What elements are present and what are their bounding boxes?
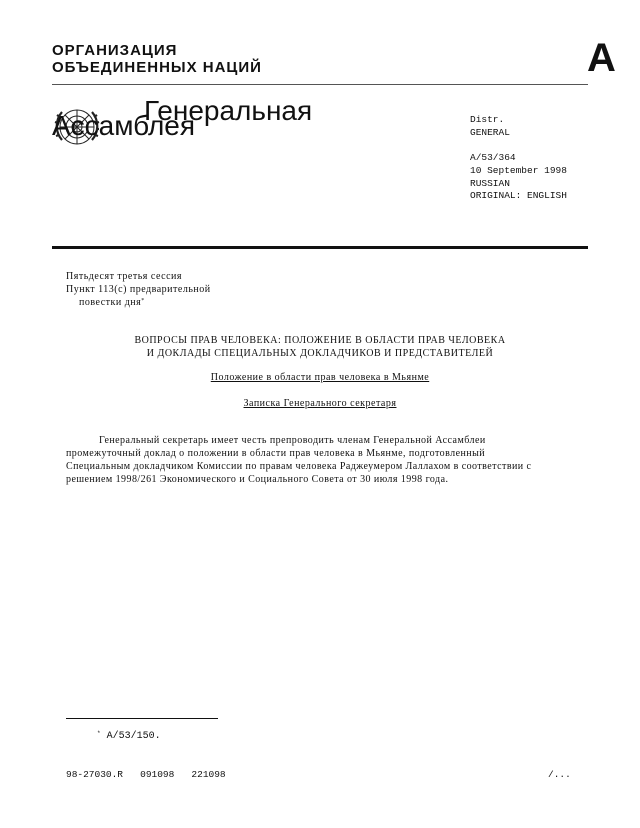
footnote-text: A/53/150. <box>106 731 161 742</box>
session-line-2: Пункт 113(с) предварительной <box>66 284 211 295</box>
general-assembly-title-line1: Генеральная <box>144 95 313 126</box>
series-symbol: A <box>587 36 616 80</box>
job-number: 98-27030.R 091098 221098 <box>66 769 226 780</box>
body-paragraph <box>66 434 571 486</box>
footnote-separator <box>66 718 218 719</box>
session-line-1: Пятьдесят третья сессия <box>66 271 182 282</box>
document-date: 10 September 1998 <box>470 164 567 176</box>
title-line-2: И ДОКЛАДЫ СПЕЦИАЛЬНЫХ ДОКЛАДЧИКОВ И ПРЕДСТАВИТЕЛЕЙ <box>146 348 494 359</box>
session-info <box>66 270 211 309</box>
document-symbol: A/53/364 <box>470 152 516 164</box>
organization-name <box>52 42 262 76</box>
general-assembly-title-line2: Ассамблея <box>52 110 196 141</box>
header-thick-rule <box>52 246 588 249</box>
org-line-2: ОБЪЕДИНЕННЫХ НАЦИЙ <box>52 59 262 76</box>
body-line-1: Генеральный секретарь имеет честь препроводить членам Генеральной Ассамблеи <box>99 435 486 446</box>
body-line-2: промежуточный доклад о положении в области прав человека в Мьянме, подготовленный <box>66 448 486 459</box>
document-title <box>52 334 588 360</box>
org-line-1: ОРГАНИЗАЦИЯ <box>52 42 178 59</box>
subtitle-myanmar: Положение в области прав человека в Мьянме <box>210 372 430 383</box>
body-line-3: Специальным докладчиком Комиссии по правам человека Раджеумером Лаллахом в соответствии с <box>66 461 532 472</box>
header-rule <box>52 84 588 85</box>
session-line-3: повестки дня* <box>79 297 145 308</box>
document-language: RUSSIAN <box>470 177 510 189</box>
subtitle-note: Записка Генерального секретаря <box>243 398 397 409</box>
footnote <box>97 731 161 742</box>
distr-label: Distr. <box>470 114 505 125</box>
footnote-mark: * <box>97 730 101 737</box>
body-line-4: решением 1998/261 Экономического и Социального Совета от 30 июля 1998 года. <box>66 474 449 485</box>
original-language: ORIGINAL: ENGLISH <box>470 190 567 202</box>
footnote-reference: * <box>141 298 145 304</box>
continuation-mark: /... <box>548 769 571 780</box>
distribution-value: GENERAL <box>470 126 510 138</box>
document-metadata <box>470 114 567 203</box>
title-line-1: ВОПРОСЫ ПРАВ ЧЕЛОВЕКА: ПОЛОЖЕНИЕ В ОБЛАСТИ ПРАВ ЧЕЛОВЕКА <box>134 335 506 346</box>
